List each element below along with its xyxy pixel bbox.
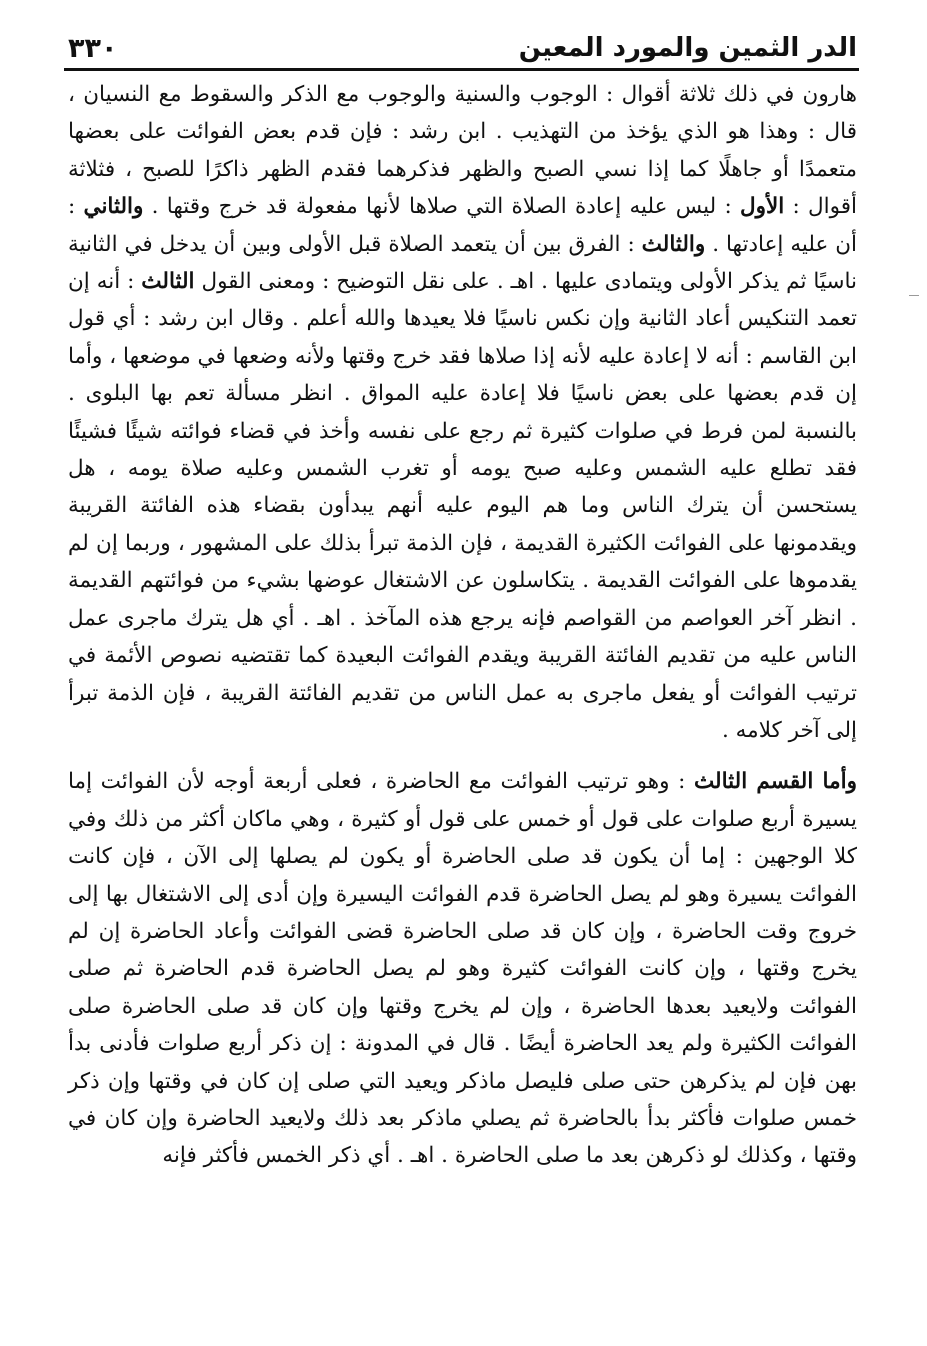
p1-text-c: : ليس عليه إعادة الصلاة التي صلاها لأنها مفعولة قد خرج وقتها . (143, 194, 740, 220)
p1-text-g: : الفرق بين أن يتعمد الصلاة قبل الأولى وبين أن يدخل في الثانية ناسيًا ثم يذكر الأولى ويتمادى عليها . اهـ . على نقل التوضيح : ومعنى القول (68, 231, 857, 295)
page-header (68, 26, 857, 70)
paragraph-1 (68, 76, 857, 749)
running-title: الدر الثمين والمورد المعين (518, 33, 857, 63)
p1-bold-third: والثالث (641, 231, 706, 257)
margin-mark (909, 295, 919, 296)
header-divider (64, 68, 859, 71)
p1-bold-third-opinion: الثالث (141, 269, 195, 295)
p1-text-e: : أن عليه إعادتها . (68, 194, 857, 257)
p2-text-b: : وهو ترتيب الفوائت مع الحاضرة ، فعلى أربعة أوجه لأن الفوائت إما يسيرة أربع صلوات على قول أو خمس على قول أو كثيرة ، وهي ماكان أكثر من ذلك وفي كلا الوجهين : إما أن يكون قد صلى الحاضرة أو يكون لم يصلها إلى الآن ، فإن كانت الفوائت يسيرة وهو لم يصل الحاضرة قدم الفوائت اليسيرة وإن أدى إلى الاشتغال بها إلى خروج وقت الحاضرة ، وإن كان قد صلى الحاضرة قضى الفوائت وأعاد الحاضرة إن لم يخرج وقتها ، وإن كانت الفوائت كثيرة وهو لم يصل الحاضرة قدم الحاضرة ثم صلى الفوائت ولايعيد بعدها الحاضرة ، وإن لم يخرج وقتها وإن كان قد صلى الحاضرة صلى الفوائت الكثيرة ولم يعد الحاضرة أيضًا . قال في المدونة : إن ذكر أربع صلوات فأدنى بدأ بهن فإن لم يذكرهن حتى صلى فليصل ماذكر ويعيد التي صلى إن كان في وقتها وإن ذكر خمس صلوات فأكثر بدأ بالحاضرة ثم يصلي ماذكر بعد ذلك ولايعيد الحاضرة وإن كان في وقتها ، وكذلك لو ذكرهن بعد ما صلى الحاضرة . اهـ . أي ذكر الخمس فأكثر فإنه (68, 769, 857, 1169)
main-text (68, 76, 857, 1175)
p1-bold-first: الأول (740, 194, 785, 220)
p1-text-a: هارون في ذلك ثلاثة أقوال : الوجوب والسنية والوجوب مع الذكر والسقوط مع النسيان ، قال : وهذا هو الذي يؤخذ من التهذيب . ابن رشد : فإن قدم بعض الفوائت على بعضها متعمدًا أو جاهلًا كما إذا نسي الصبح والظهر فذكرهما فقدم الظهر ذاكرًا للصبح ، فثلاثة أقوال : (68, 82, 858, 220)
p1-text-i: : أنه إن تعمد التنكيس أعاد الثانية وإن نكس ناسيًا فلا يعيدها والله أعلم . وقال ابن رشد : أي قول ابن القاسم : أنه لا إعادة عليه لأنه إذا صلاها فقد خرج وقتها ولأنه وضعها في موضعها ، وأما إن قدم بعضها على بعض ناسيًا فلا إعادة عليه المواق . انظر مسألة تعم بها البلوى . بالنسبة لمن فرط في صلوات كثيرة ثم رجع على نفسه وأخذ في قضاء فوائته شيئًا فشيئًا فقد تطلع عليه الشمس وعليه صبح يومه أو تغرب الشمس وعليه صلاة يومه ، هل يستحسن أن يترك الناس وما هم اليوم عليه أنهم يبدأون بقضاء هذه الفائتة القريبة ويقدمونها على الفوائت الكثيرة القديمة ، فإن الذمة تبرأ بذلك على المشهور ، وربما إن لم يقدموها على الفوائت القديمة . يتكاسلون عن الاشتغال عوضها بشيء من فوائتهم القديمة . انظر آخر العواصم من القواصم فإنه يرجع هذه المآخذ . اهـ . أي هل يترك ماجرى عمل الناس عليه من تقديم الفائتة القريبة ويقدم الفوائت البعيدة كما تقتضيه نصوص الأئمة في ترتيب الفوائت أو يفعل ماجرى به عمل الناس من تقديم الفائتة القريبة ، فإن الذمة تبرأ إلى آخر كلامه . (67, 269, 858, 743)
p1-bold-second: والثاني (83, 194, 144, 220)
p2-bold-heading: وأما القسم الثالث (693, 769, 857, 795)
page-number: ٣٣٠ (68, 32, 118, 64)
paragraph-2 (68, 763, 857, 1174)
